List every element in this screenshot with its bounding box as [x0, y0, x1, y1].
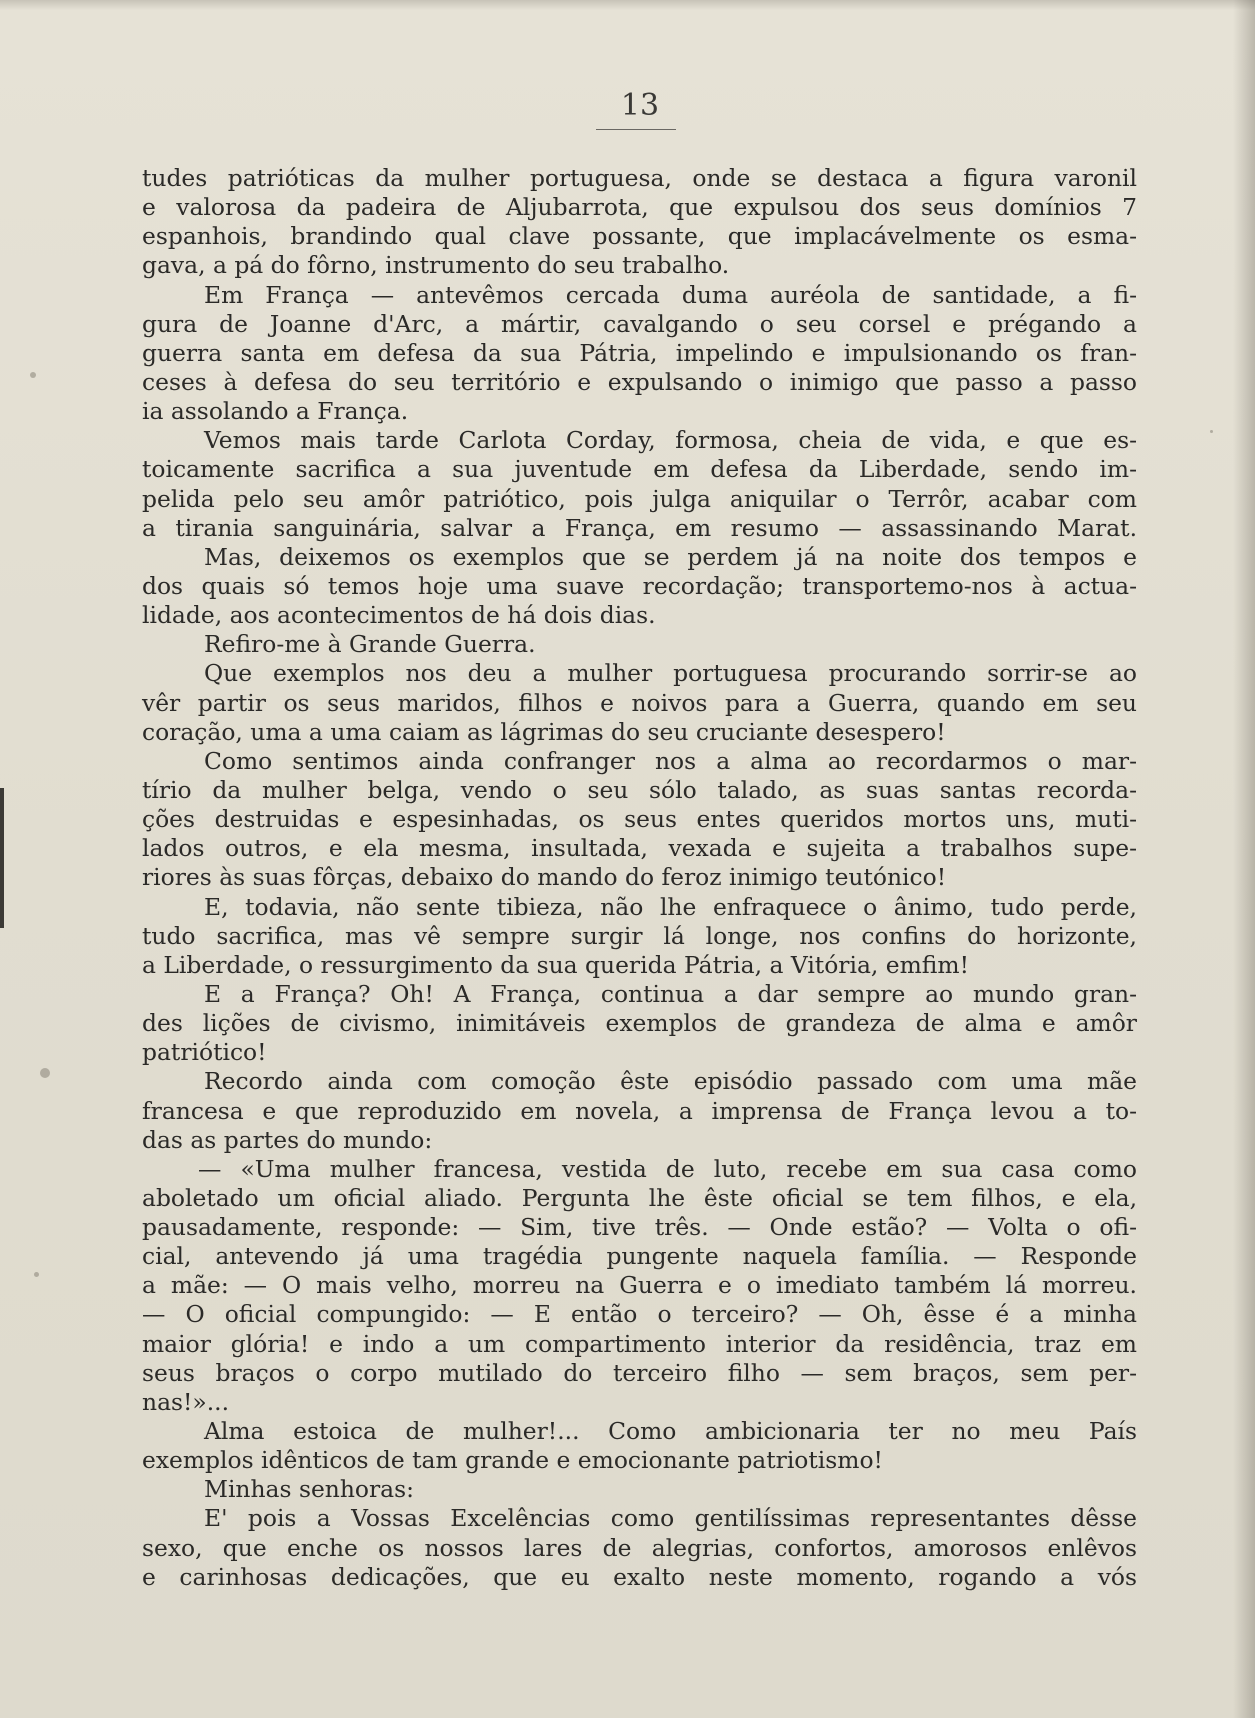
text-line: guerra santa em defesa da sua Pátria, impelindo e impulsionando os fran- [142, 338, 1137, 367]
text-line: — O oficial compungido: — E então o terceiro? — Oh, êsse é a minha [142, 1300, 1137, 1329]
page-number-rule [596, 129, 676, 130]
paragraph-start: E a França? Oh! A França, continua a dar sempre ao mundo gran- [204, 979, 1137, 1008]
text-line: nas!»... [142, 1387, 230, 1416]
salutation: Minhas senhoras: [204, 1475, 415, 1504]
paragraph-start: E' pois a Vossas Excelências como gentilíssimas representantes dêsse [204, 1504, 1137, 1533]
paper-speck [34, 1272, 39, 1277]
text-line: e carinhosas dedicações, que eu exalto neste momento, rogando a vós [142, 1562, 1137, 1591]
text-line: gura de Joanne d'Arc, a mártir, cavalgando o seu corsel e prégando a [142, 309, 1137, 338]
page-top-shadow [0, 0, 1255, 10]
text-line: pelida pelo seu amôr patriótico, pois julga aniquilar o Terrôr, acabar com [142, 484, 1137, 513]
text-line: tírio da mulher belga, vendo o seu sólo talado, as suas santas recorda- [142, 775, 1137, 804]
text-line: ções destruidas e espesinhadas, os seus entes queridos mortos uns, muti- [142, 805, 1137, 834]
text-line: dos quais só temos hoje uma suave recordação; transportemo-nos à actua- [142, 571, 1137, 600]
quote-start: — «Uma mulher francesa, vestida de luto, recebe em sua casa como [198, 1154, 1137, 1183]
text-line: lidade, aos acontecimentos de há dois dias. [142, 601, 656, 630]
text-line: seus braços o corpo mutilado do terceiro filho — sem braços, sem per- [142, 1358, 1137, 1387]
paper-speck [30, 372, 36, 378]
page-number: 13 [620, 88, 660, 123]
text-line: cial, antevendo já uma tragédia pungente naquela família. — Responde [142, 1242, 1137, 1271]
paragraph-start: Que exemplos nos deu a mulher portuguesa procurando sorrir-se ao [204, 659, 1137, 688]
text-line: pausadamente, responde: — Sim, tive três. — Onde estão? — Volta o ofi- [142, 1213, 1137, 1242]
text-line: e valorosa da padeira de Aljubarrota, que expulsou dos seus domínios 7 [142, 193, 1137, 222]
text-line: sexo, que enche os nossos lares de alegrias, confortos, amorosos enlêvos [142, 1533, 1137, 1562]
text-line: francesa e que reproduzido em novela, a imprensa de França levou a to- [142, 1096, 1137, 1125]
paragraph-start: E, todavia, não sente tibieza, não lhe enfraquece o ânimo, tudo perde, [204, 892, 1137, 921]
text-line: tudes patrióticas da mulher portuguesa, onde se destaca a figura varonil [142, 164, 1137, 192]
text-line: aboletado um oficial aliado. Pergunta lhe êste oficial se tem filhos, e ela, [142, 1183, 1137, 1212]
text-line: ia assolando a França. [142, 397, 409, 426]
text-line: ceses à defesa do seu território e expulsando o inimigo que passo a passo [142, 367, 1137, 396]
text-line: maior glória! e indo a um compartimento interior da residência, traz em [142, 1329, 1137, 1358]
paragraph-start: Em França — antevêmos cercada duma auréola de santidade, a fi- [204, 280, 1137, 309]
paper-speck [40, 1068, 50, 1078]
left-edge-mark [0, 788, 4, 928]
paper-speck [1210, 430, 1213, 433]
text-line: coração, uma a uma caiam as lágrimas do seu cruciante desespero! [142, 717, 946, 746]
text-line: des lições de civismo, inimitáveis exemplos de grandeza de alma e amôr [142, 1009, 1137, 1038]
text-line: gava, a pá do fôrno, instrumento do seu trabalho. [142, 251, 730, 280]
text-line: toicamente sacrifica a sua juventude em defesa da Liberdade, sendo im- [142, 455, 1137, 484]
text-line: vêr partir os seus maridos, filhos e noivos para a Guerra, quando em seu [142, 688, 1137, 717]
paragraph-start: Mas, deixemos os exemplos que se perdem já na noite dos tempos e [204, 542, 1137, 571]
body-text [142, 164, 1137, 1592]
page-right-shadow [1233, 0, 1255, 1718]
text-line: riores às suas fôrças, debaixo do mando do feroz inimigo teutónico! [142, 863, 947, 892]
text-line: tudo sacrifica, mas vê sempre surgir lá longe, nos confins do horizonte, [142, 921, 1137, 950]
text-line: a mãe: — O mais velho, morreu na Guerra e o imediato também lá morreu. [142, 1271, 1137, 1300]
paragraph-start: Recordo ainda com comoção êste episódio passado com uma mãe [204, 1067, 1137, 1096]
text-line: a Liberdade, o ressurgimento da sua querida Pátria, a Vitória, emfim! [142, 950, 969, 979]
paragraph-start: Como sentimos ainda confranger nos a alma ao recordarmos o mar- [204, 746, 1137, 775]
text-line: das as partes do mundo: [142, 1125, 433, 1154]
text-line: exemplos idênticos de tam grande e emocionante patriotismo! [142, 1446, 883, 1475]
paragraph-start: Vemos mais tarde Carlota Corday, formosa, cheia de vida, e que es- [204, 426, 1137, 455]
paragraph-start: Alma estoica de mulher!... Como ambicionaria ter no meu País [204, 1417, 1137, 1446]
text-line: espanhois, brandindo qual clave possante, que implacávelmente os esma- [142, 222, 1137, 251]
paragraph-start: Refiro-me à Grande Guerra. [204, 630, 536, 659]
text-line: patriótico! [142, 1038, 267, 1067]
text-line: a tirania sanguinária, salvar a França, em resumo — assassinando Marat. [142, 513, 1137, 542]
text-line: lados outros, e ela mesma, insultada, vexada e sujeita a trabalhos supe- [142, 834, 1137, 863]
